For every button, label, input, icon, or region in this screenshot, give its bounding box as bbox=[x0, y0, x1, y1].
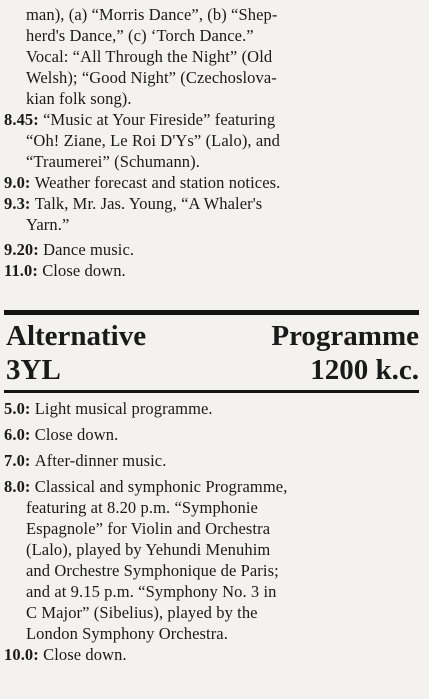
entry-time: 9.3: bbox=[4, 194, 35, 213]
entry-text: After-dinner music. bbox=[34, 451, 167, 470]
continued-text bbox=[4, 4, 423, 109]
continued-line-4: Welsh); “Good Night” (Czechoslova- bbox=[26, 68, 277, 87]
entry-time: 5.0: bbox=[4, 399, 35, 418]
entry-time: 7.0: bbox=[4, 451, 35, 470]
section-rule-top bbox=[4, 310, 419, 315]
schedule-entry bbox=[4, 476, 423, 644]
entry-text: Close down. bbox=[34, 425, 119, 444]
schedule-entry bbox=[4, 644, 423, 665]
upper-schedule bbox=[4, 109, 423, 281]
entry-time: 9.20: bbox=[4, 240, 44, 259]
entry-text: Classical and symphonic Programme, bbox=[34, 477, 288, 496]
schedule-entry bbox=[4, 450, 423, 471]
entry-time: 11.0: bbox=[4, 261, 43, 280]
schedule-entry bbox=[4, 424, 423, 445]
entry-text: (Lalo), played by Yehundi Menuhim bbox=[26, 540, 271, 559]
header-alternative: Alternative bbox=[6, 320, 147, 352]
header-programme: Programme bbox=[271, 320, 419, 352]
entry-text: and at 9.15 p.m. “Symphony No. 3 in bbox=[26, 582, 277, 601]
continued-line-5: kian folk song). bbox=[26, 89, 132, 108]
entry-text: Talk, Mr. Jas. Young, “A Whaler's bbox=[34, 194, 263, 213]
lower-schedule bbox=[4, 398, 423, 665]
schedule-entry bbox=[4, 260, 423, 281]
entry-text: Yarn.” bbox=[26, 215, 70, 234]
entry-time: 9.0: bbox=[4, 173, 35, 192]
entry-text: Espagnole” for Violin and Orchestra bbox=[26, 519, 271, 538]
schedule-entry bbox=[4, 172, 423, 193]
schedule-entry bbox=[4, 398, 423, 419]
station-frequency: 1200 k.c. bbox=[310, 354, 419, 386]
entry-text: C Major” (Sibelius), played by the bbox=[26, 603, 258, 622]
station-callsign: 3YL bbox=[6, 354, 61, 386]
entry-time: 8.0: bbox=[4, 477, 35, 496]
entry-text: “Oh! Ziane, Le Roi D'Ys” (Lalo), and bbox=[26, 131, 280, 150]
continued-line-2: herd's Dance,” (c) ‘Torch Dance.” bbox=[26, 26, 254, 45]
entry-text: “Traumerei” (Schumann). bbox=[26, 152, 200, 171]
entry-text: Dance music. bbox=[43, 240, 135, 259]
entry-text: and Orchestre Symphonique de Paris; bbox=[26, 561, 279, 580]
schedule-entry bbox=[4, 109, 423, 172]
entry-text: featuring at 8.20 p.m. “Symphonie bbox=[26, 498, 258, 517]
section-rule-bottom bbox=[4, 390, 419, 393]
entry-text: Close down. bbox=[43, 645, 127, 664]
entry-text: Weather forecast and station notices. bbox=[34, 173, 281, 192]
entry-text: “Music at Your Fireside” featuring bbox=[43, 110, 276, 129]
schedule-entry bbox=[4, 239, 423, 260]
entry-time: 10.0: bbox=[4, 645, 44, 664]
entry-text: Light musical programme. bbox=[34, 399, 213, 418]
continued-line-1: man), (a) “Morris Dance”, (b) “Shep- bbox=[26, 5, 278, 24]
entry-time: 8.45: bbox=[4, 110, 44, 129]
section-header-line-2 bbox=[6, 354, 419, 386]
entry-time: 6.0: bbox=[4, 425, 35, 444]
section-header-line-1 bbox=[6, 320, 419, 352]
entry-text: London Symphony Orchestra. bbox=[26, 624, 228, 643]
continued-line-3: Vocal: “All Through the Night” (Old bbox=[26, 47, 273, 66]
entry-text: Close down. bbox=[42, 261, 126, 280]
schedule-entry bbox=[4, 193, 423, 235]
